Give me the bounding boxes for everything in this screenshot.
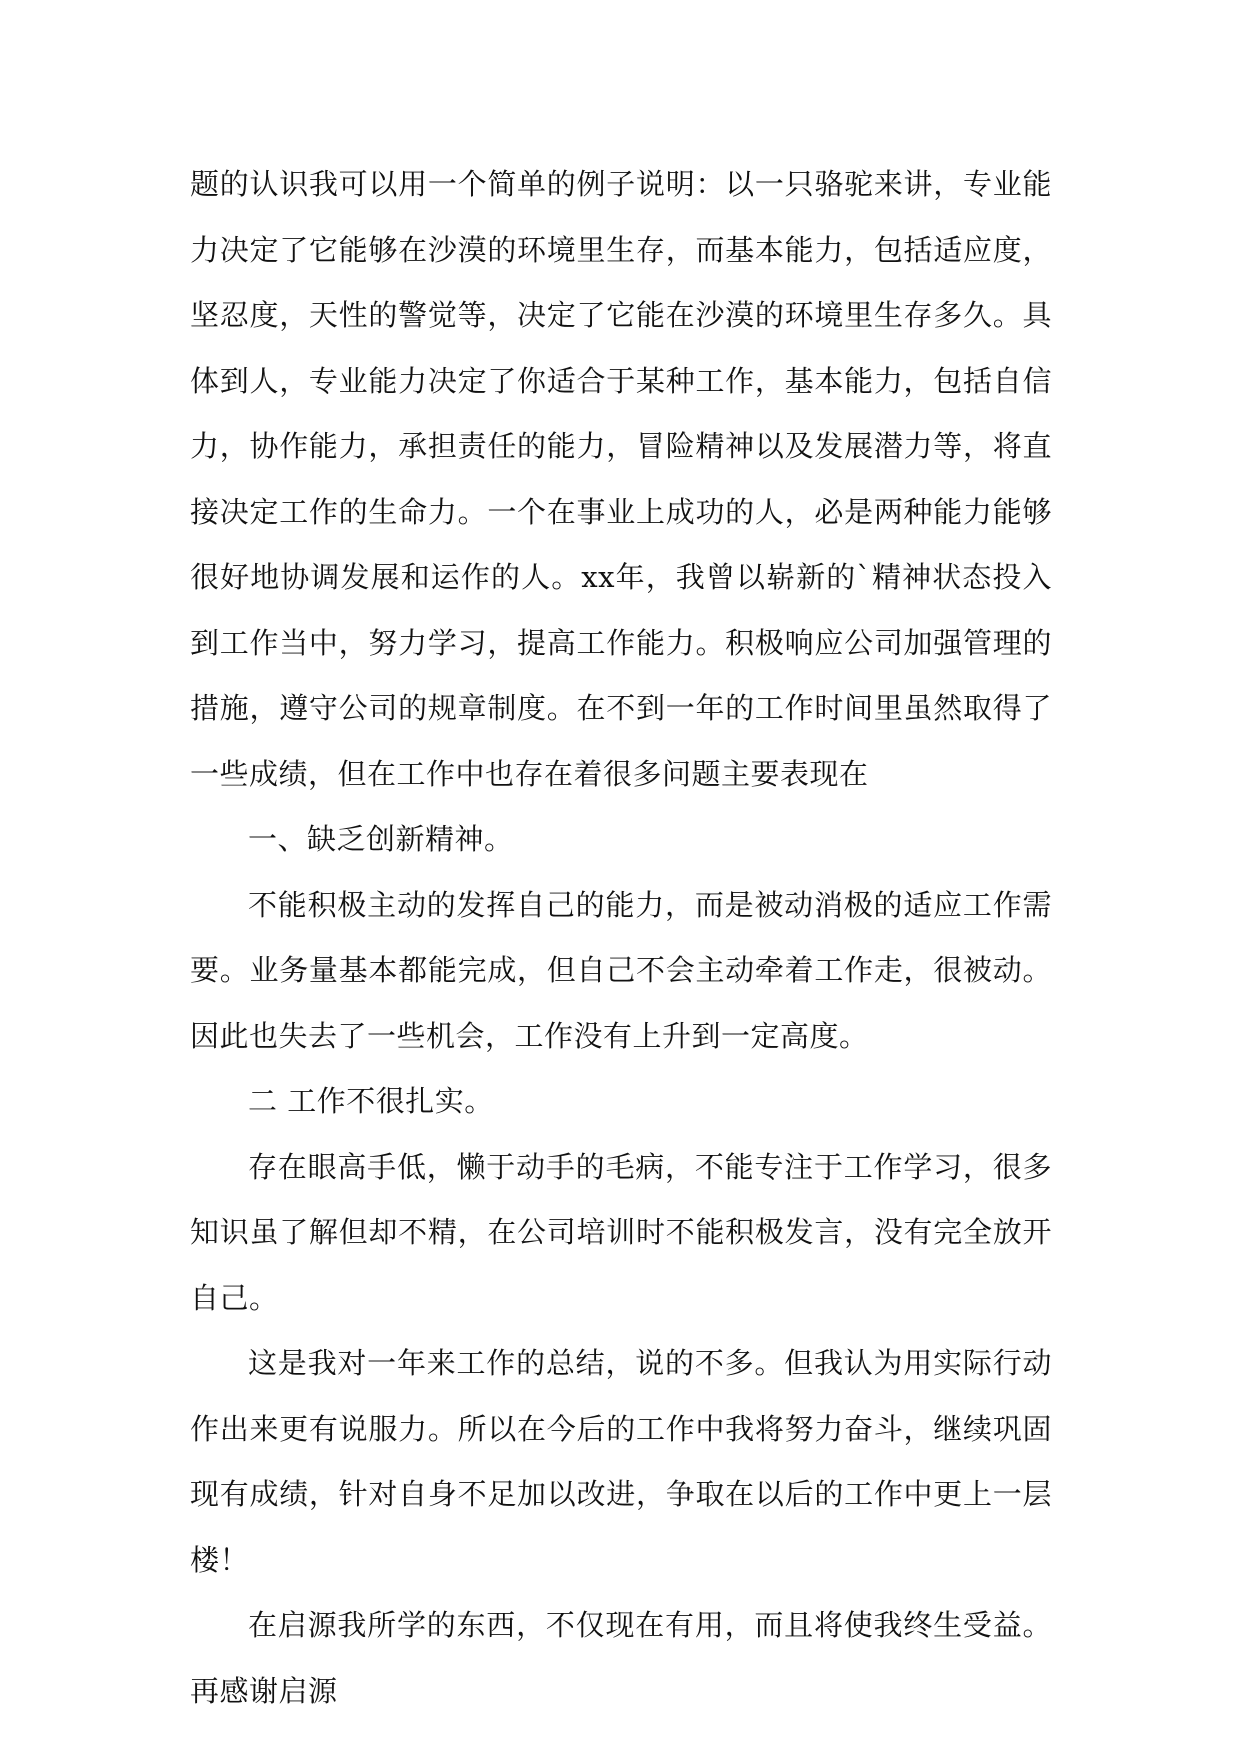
heading-one-lack-innovation: 一、缺乏创新精神。 (248, 822, 514, 856)
paragraph-solid-detail: 存在眼高手低，懒于动手的毛病，不能专注于工作学习，很多知识虽了解但却不精，在公司培训时不能积极发言，没有完全放开自己。 (190, 1149, 1052, 1315)
heading-two-work-not-solid: 二 工作不很扎实。 (248, 1084, 494, 1118)
paragraph-closing: 在启源我所学的东西，不仅现在有用，而且将使我终生受益。再感谢启源 (190, 1608, 1052, 1708)
paragraph-summary: 这是我对一年来工作的总结，说的不多。但我认为用实际行动作出来更有说服力。所以在今后的工作中我将努力奋斗，继续巩固现有成绩，针对自身不足加以改进，争取在以后的工作中更上一层楼！ (190, 1346, 1052, 1577)
paragraph-intro: 题的认识我可以用一个简单的例子说明：以一只骆驼来讲，专业能力决定了它能够在沙漠的环境里生存，而基本能力，包括适应度，坚忍度，天性的警觉等，决定了它能在沙漠的环境里生存多久。具体到人，专业能力决定了你适合于某种工作，基本能力，包括自信力，协作能力，承担责任的能力，冒险精神以及发展潜力等，将直接决定工作的生命力。一个在事业上成功的人，必是两种能力能够很好地协调发展和运作的人。xx年，我曾以崭新的`精神状态投入到工作当中，努力学习，提高工作能力。积极响应公司加强管理的措施，遵守公司的规章制度。在不到一年的工作时间里虽然取得了一些成绩，但在工作中也存在着很多问题主要表现在 (190, 167, 1052, 791)
document-body (190, 152, 1052, 1724)
paragraph-innovation-detail: 不能积极主动的发挥自己的能力，而是被动消极的适应工作需要。业务量基本都能完成，但自己不会主动牵着工作走，很被动。因此也失去了一些机会，工作没有上升到一定高度。 (190, 887, 1052, 1053)
